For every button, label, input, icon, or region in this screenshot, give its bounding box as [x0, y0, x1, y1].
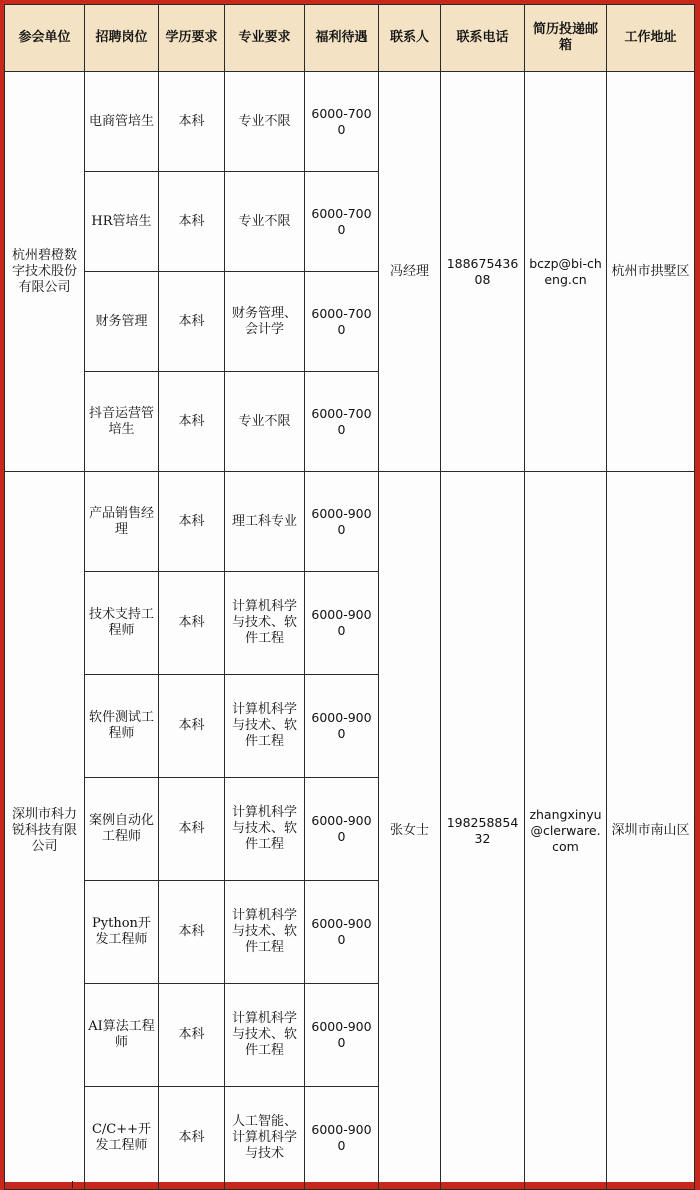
contact-phone: 19825885432: [441, 472, 525, 1190]
major: 专业不限: [225, 72, 305, 172]
position-title: 技术支持工程师: [85, 572, 159, 675]
recruitment-table-frame: [4, 4, 694, 1182]
header-address: 工作地址: [607, 5, 695, 72]
table-row: [5, 472, 695, 572]
major: 理工科专业: [225, 472, 305, 572]
resume-email: zhangxinyu@clerware.com: [525, 472, 607, 1190]
major: 专业不限: [225, 172, 305, 272]
work-address: 杭州市拱墅区: [607, 72, 695, 472]
work-address: 深圳市南山区: [607, 472, 695, 1190]
salary: 6000-9000: [305, 1087, 379, 1190]
position-title: 案例自动化工程师: [85, 778, 159, 881]
resume-email: bczp@bi-cheng.cn: [525, 72, 607, 472]
position-title: HR管培生: [85, 172, 159, 272]
education: 本科: [159, 372, 225, 472]
salary: 6000-9000: [305, 778, 379, 881]
education: 本科: [159, 72, 225, 172]
major: 计算机科学与技术、软件工程: [225, 984, 305, 1087]
salary: 6000-7000: [305, 372, 379, 472]
header-row: [5, 5, 695, 72]
education: 本科: [159, 984, 225, 1087]
education: 本科: [159, 172, 225, 272]
position-title: Python开发工程师: [85, 881, 159, 984]
education: 本科: [159, 1087, 225, 1190]
major: 专业不限: [225, 372, 305, 472]
major: 计算机科学与技术、软件工程: [225, 572, 305, 675]
position-title: 抖音运营管培生: [85, 372, 159, 472]
education: 本科: [159, 675, 225, 778]
header-salary: 福利待遇: [305, 5, 379, 72]
header-education: 学历要求: [159, 5, 225, 72]
education: 本科: [159, 472, 225, 572]
major: 财务管理、会计学: [225, 272, 305, 372]
header-email: 简历投递邮箱: [525, 5, 607, 72]
header-phone: 联系电话: [441, 5, 525, 72]
position-title: 软件测试工程师: [85, 675, 159, 778]
major: 计算机科学与技术、软件工程: [225, 778, 305, 881]
header-position: 招聘岗位: [85, 5, 159, 72]
salary: 6000-7000: [305, 72, 379, 172]
position-title: 电商管培生: [85, 72, 159, 172]
salary: 6000-9000: [305, 675, 379, 778]
major: 计算机科学与技术、软件工程: [225, 881, 305, 984]
position-title: 财务管理: [85, 272, 159, 372]
major: 计算机科学与技术、软件工程: [225, 675, 305, 778]
company-name: 深圳市科力锐科技有限公司: [5, 472, 85, 1190]
education: 本科: [159, 778, 225, 881]
salary: 6000-7000: [305, 172, 379, 272]
major: 人工智能、计算机科学与技术: [225, 1087, 305, 1190]
salary: 6000-7000: [305, 272, 379, 372]
education: 本科: [159, 272, 225, 372]
contact-phone: 18867543608: [441, 72, 525, 472]
salary: 6000-9000: [305, 984, 379, 1087]
header-company: 参会单位: [5, 5, 85, 72]
position-title: AI算法工程师: [85, 984, 159, 1087]
position-title: C/C++开发工程师: [85, 1087, 159, 1190]
header-contact: 联系人: [379, 5, 441, 72]
position-title: 产品销售经理: [85, 472, 159, 572]
salary: 6000-9000: [305, 472, 379, 572]
education: 本科: [159, 881, 225, 984]
salary: 6000-9000: [305, 881, 379, 984]
education: 本科: [159, 572, 225, 675]
contact-person: 张女士: [379, 472, 441, 1190]
salary: 6000-9000: [305, 572, 379, 675]
table-row: [5, 72, 695, 172]
recruitment-table: [4, 4, 695, 1190]
contact-person: 冯经理: [379, 72, 441, 472]
header-major: 专业要求: [225, 5, 305, 72]
corner-mark: [72, 1181, 76, 1188]
company-name: 杭州碧橙数字技术股份有限公司: [5, 72, 85, 472]
